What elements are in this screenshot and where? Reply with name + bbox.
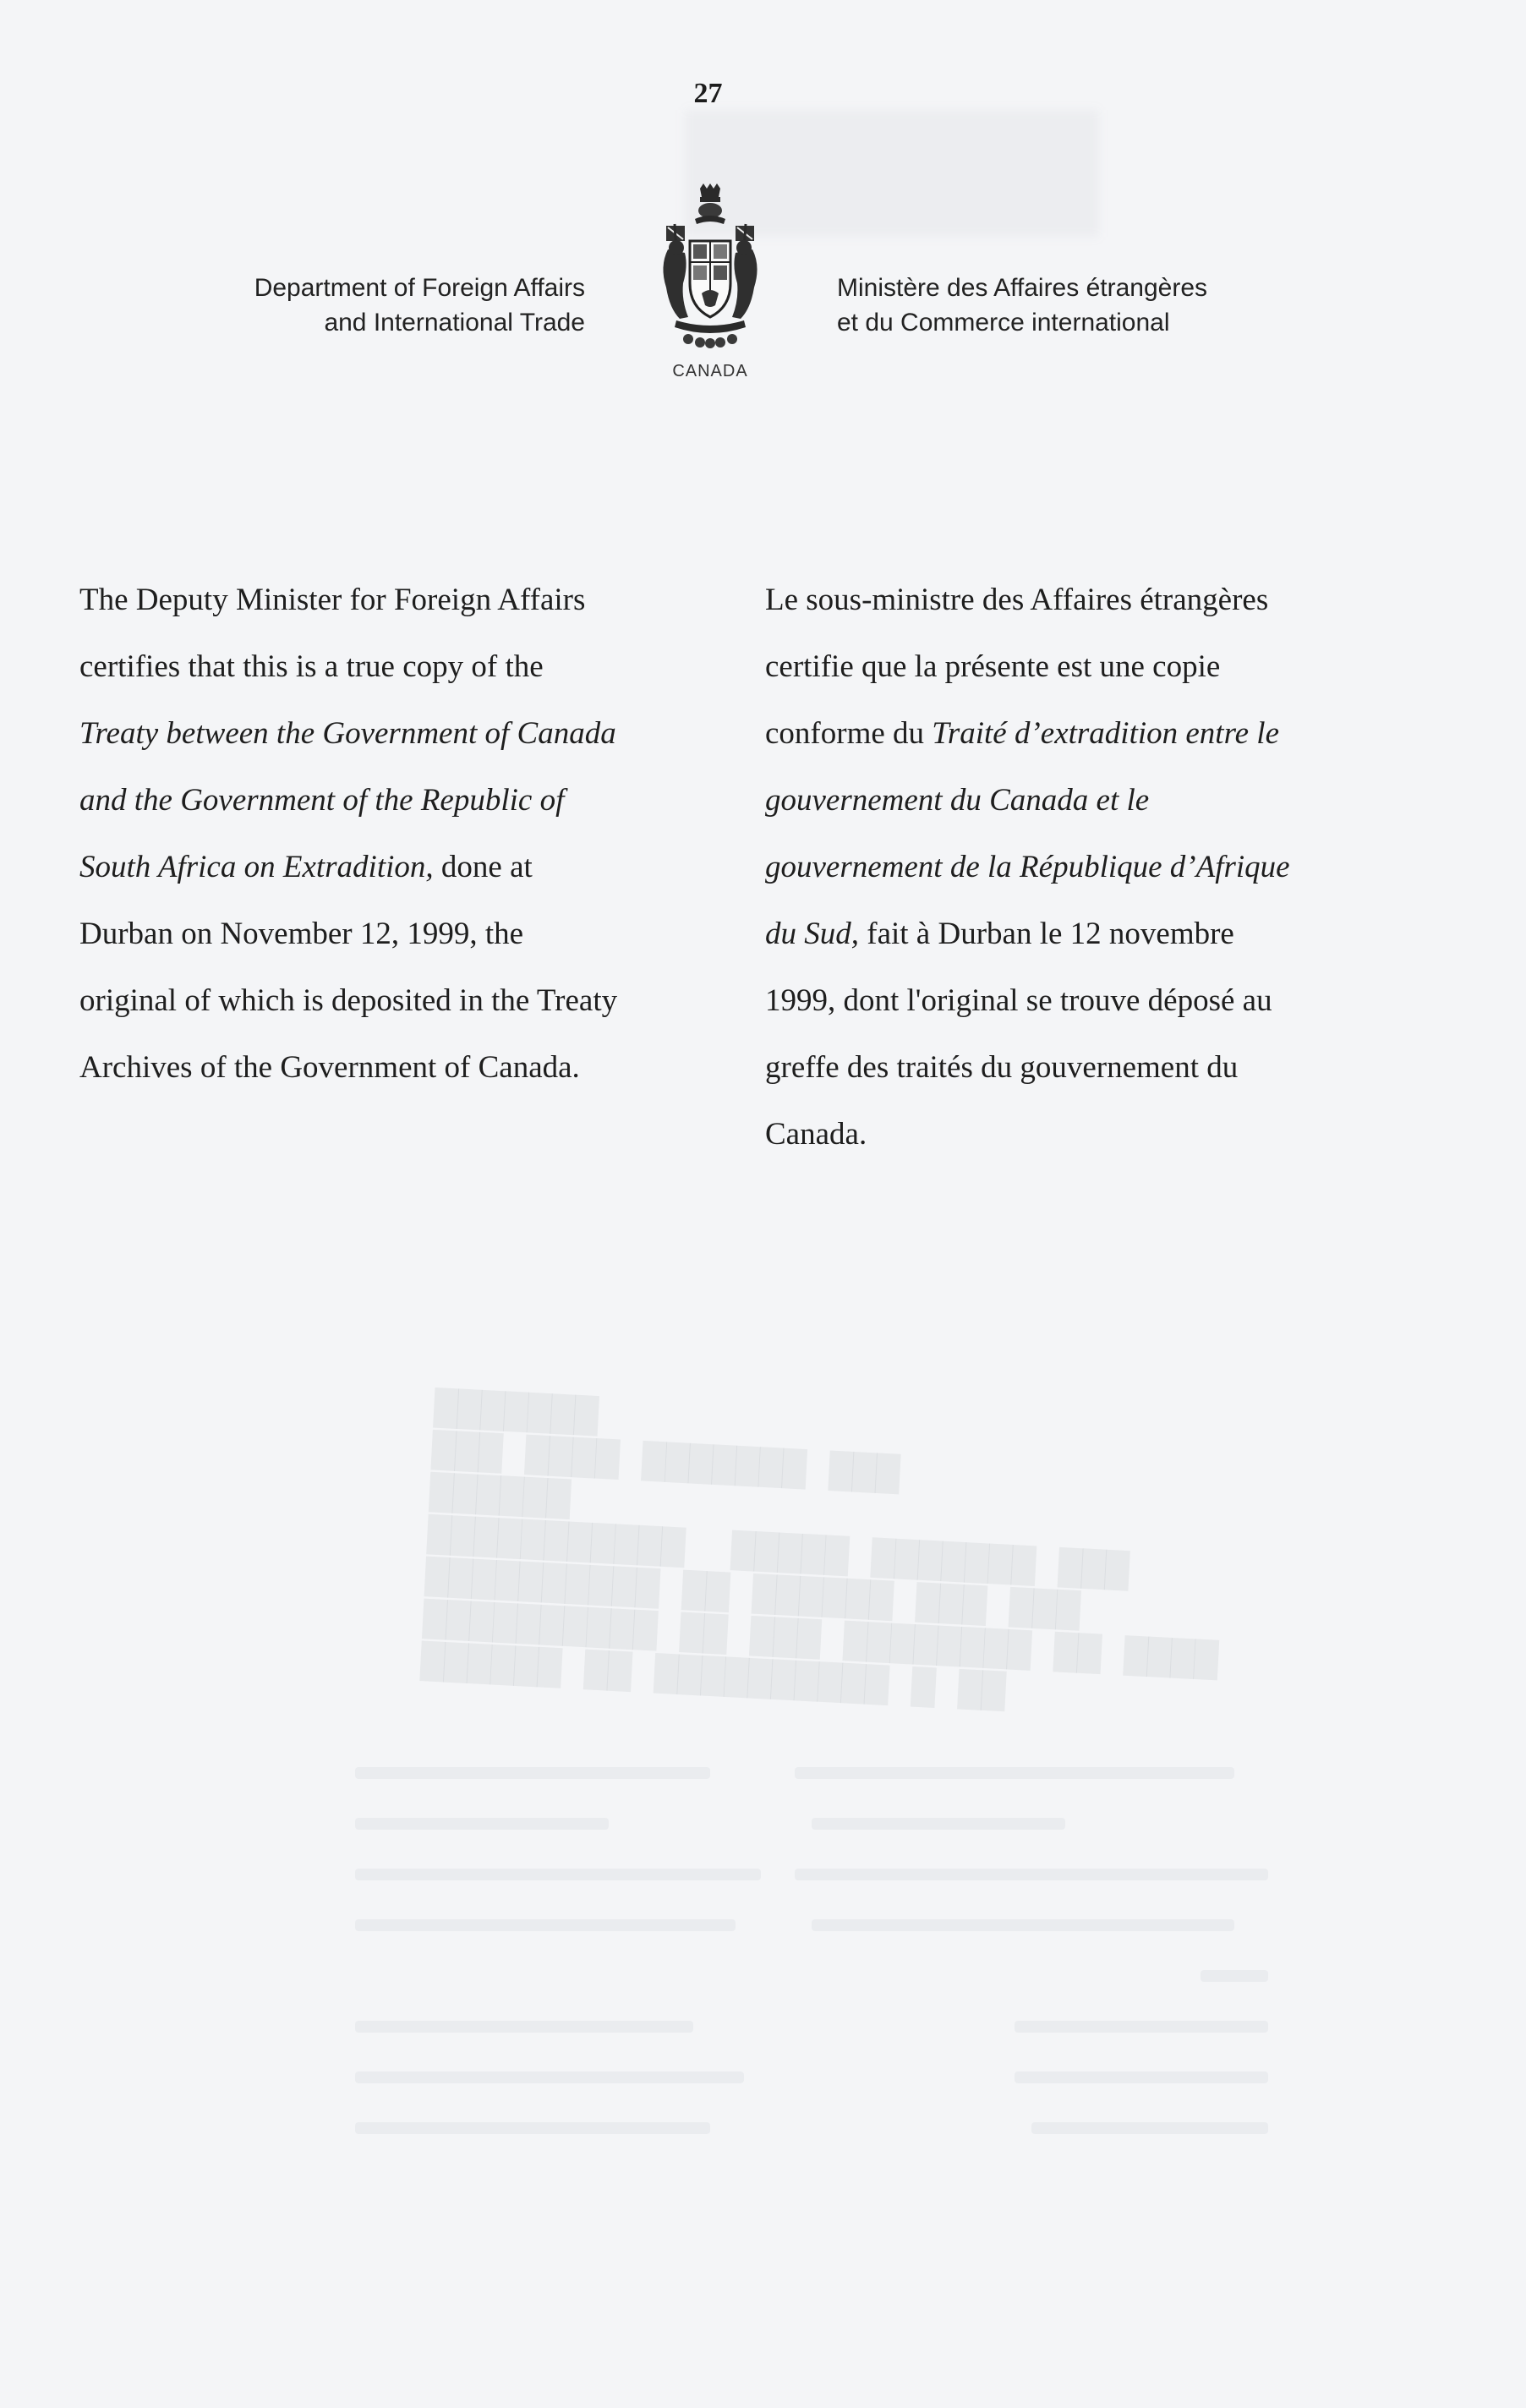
french-text: fait à Durban le 12 novembre xyxy=(859,917,1234,951)
french-line xyxy=(765,700,1408,767)
ghost-line xyxy=(355,1818,609,1830)
treaty-title-italic: du Sud, xyxy=(765,917,859,951)
ghost-line xyxy=(355,2071,744,2083)
ghost-line xyxy=(1201,1970,1268,1982)
english-line: Durban on November 12, 1999, the xyxy=(79,917,524,951)
treaty-title-italic: gouvernement du Canada et le xyxy=(765,783,1150,818)
treaty-title-italic: gouvernement de la République d’Afrique xyxy=(765,850,1290,884)
treaty-title-italic: Treaty between the Government of Canada xyxy=(79,716,616,751)
ghost-line xyxy=(355,1869,761,1880)
english-line xyxy=(79,767,705,834)
ghost-line xyxy=(355,2021,693,2033)
ghost-line xyxy=(1015,2021,1268,2033)
english-department-line-2: and International Trade xyxy=(324,309,585,337)
ghost-line xyxy=(355,1919,736,1931)
french-line xyxy=(765,900,1408,967)
french-line: 1999, dont l'original se trouve déposé au xyxy=(765,983,1272,1018)
french-department-line-1: Ministère des Affaires étrangères xyxy=(837,274,1208,302)
treaty-title-italic: South Africa on Extradition, xyxy=(79,850,434,884)
english-department-line-1: Department of Foreign Affairs xyxy=(254,274,585,302)
page-number: 27 xyxy=(693,78,723,109)
ghost-line xyxy=(355,1767,710,1779)
french-line xyxy=(765,834,1408,900)
french-line: Le sous-ministre des Affaires étrangères xyxy=(765,583,1269,617)
ghost-line xyxy=(795,1767,1234,1779)
english-department-name xyxy=(152,271,585,340)
ghost-line xyxy=(795,1869,1268,1880)
english-line xyxy=(79,700,705,767)
ghost-line xyxy=(812,1818,1065,1830)
treaty-title-italic: and the Government of the Republic of xyxy=(79,783,565,818)
english-line: certifies that this is a true copy of the xyxy=(79,649,544,684)
english-line: Archives of the Government of Canada. xyxy=(79,1050,580,1085)
english-line: The Deputy Minister for Foreign Affairs xyxy=(79,583,586,617)
french-certification xyxy=(765,566,1408,1168)
crest-caption: CANADA xyxy=(672,362,748,380)
english-line xyxy=(79,834,705,900)
french-line: Canada. xyxy=(765,1117,867,1152)
english-line: original of which is deposited in the Treaty xyxy=(79,983,618,1018)
english-certification xyxy=(79,566,705,1101)
treaty-title-italic: Traité d’extradition entre le xyxy=(932,716,1279,751)
ghost-line xyxy=(355,2122,710,2134)
bleed-through-ghost-colophon xyxy=(321,1750,1319,2156)
ghost-line xyxy=(1015,2071,1268,2083)
french-text: conforme du xyxy=(765,716,933,751)
french-line xyxy=(765,767,1408,834)
french-department-line-2: et du Commerce international xyxy=(837,309,1170,337)
english-text: done at xyxy=(433,850,533,884)
ghost-line xyxy=(1031,2122,1268,2134)
french-line: greffe des traités du gouvernement du xyxy=(765,1050,1239,1085)
bleed-through-ghost-text: ▇▇▇▇▇▇▇ ▇▇▇ ▇▇▇▇ ▇▇▇▇▇▇▇ ▇▇▇ ▇▇▇▇▇▇ ▇▇▇▇▇▇▇▇▇▇▇ ▇▇▇▇▇ ▇▇▇▇▇▇▇ ▇▇▇ ▇▇▇▇▇▇▇▇▇▇ ▇▇ ▇▇▇▇▇▇ ▇▇▇ ▇▇▇ ▇▇▇▇▇▇▇▇▇▇ ▇▇ ▇▇▇ ▇▇▇▇▇▇▇▇ ▇▇ ▇▇▇▇ ▇▇▇▇▇▇ ▇▇ ▇▇▇▇▇▇▇▇▇▇ ▇ ▇▇ xyxy=(419,1386,1219,1714)
ghost-line xyxy=(812,1919,1234,1931)
french-department-name xyxy=(837,271,1310,340)
french-line: certifie que la présente est une copie xyxy=(765,649,1221,684)
canada-coat-of-arms-icon xyxy=(651,182,769,351)
